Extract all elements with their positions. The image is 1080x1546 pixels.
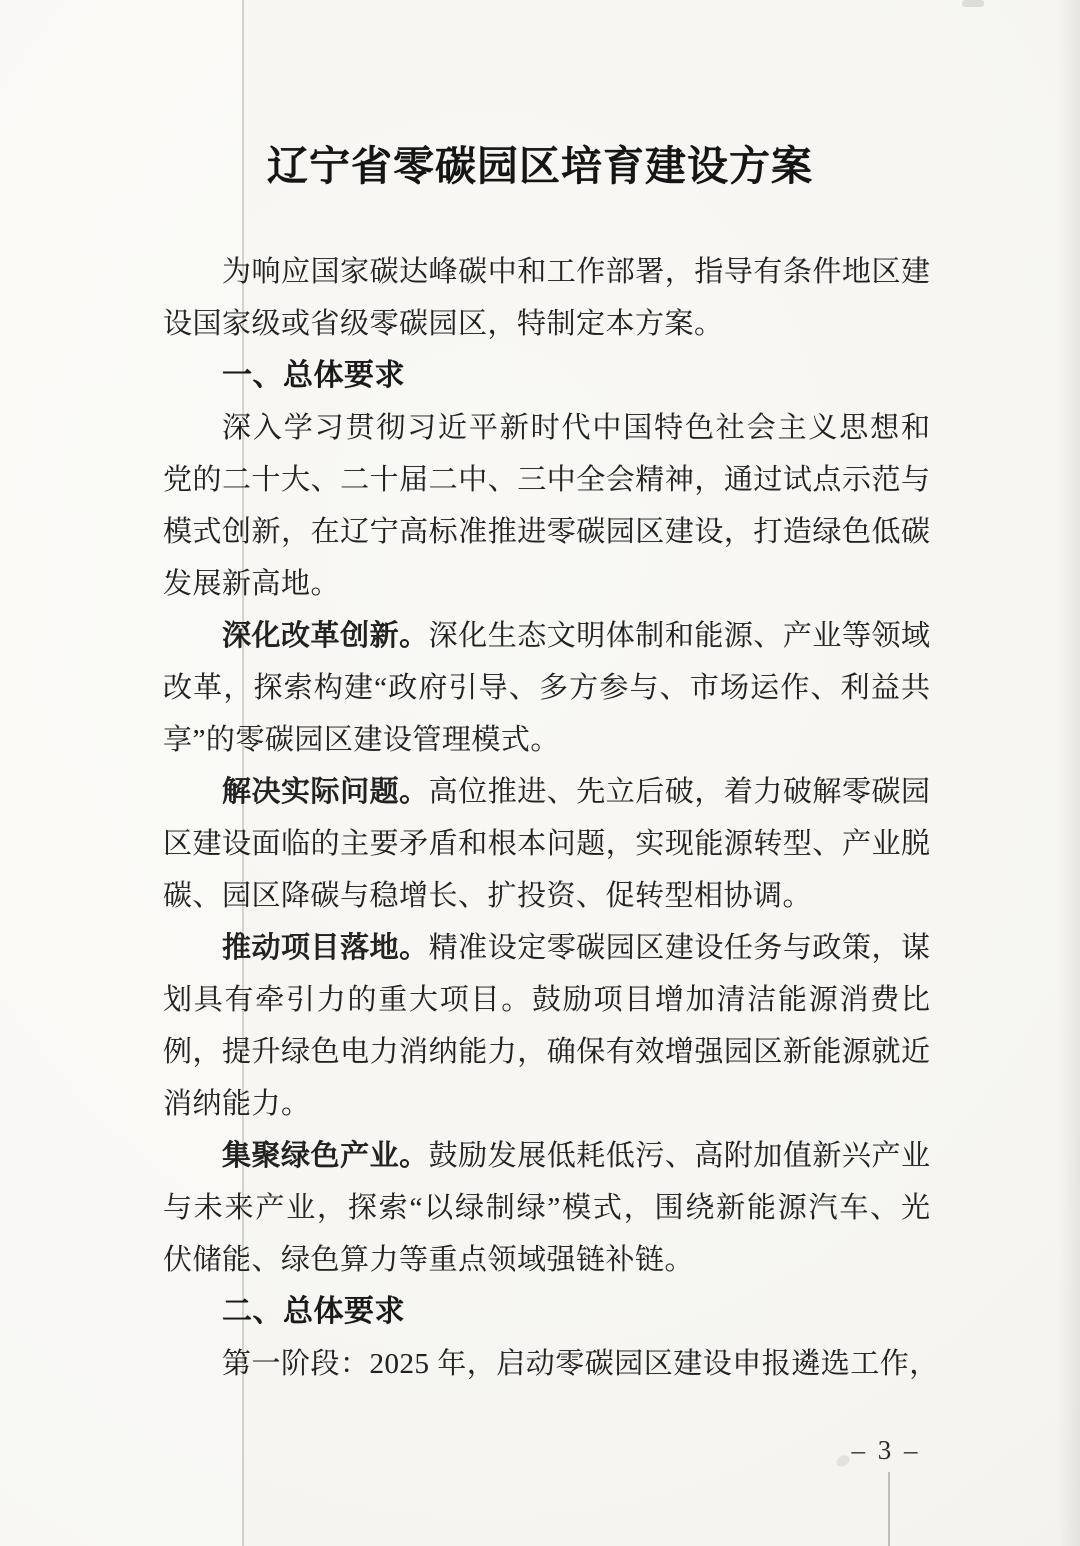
- text-line: [163, 402, 930, 454]
- scan-smudge-top: [962, 0, 984, 7]
- body-text: 改革，探索构建“政府引导、多方参与、市场运作、利益共: [163, 672, 930, 704]
- scan-fold-line-bottom: [888, 1472, 890, 1546]
- document-body: [163, 246, 939, 1390]
- text-line: [163, 1234, 930, 1286]
- body-text: 高位推进、先立后破，着力破解零碳园: [428, 776, 930, 808]
- body-text: 为响应国家碳达峰碳中和工作部署，指导有条件地区建: [222, 256, 930, 288]
- body-text: 例，提升绿色电力消纳能力，确保有效增强园区新能源就近: [163, 1036, 930, 1068]
- body-text: 伏储能、绿色算力等重点领域强链补链。: [163, 1244, 695, 1276]
- body-text: 深化生态文明体制和能源、产业等领域: [428, 620, 930, 652]
- bold-lead-text: 二、总体要求: [222, 1295, 405, 1328]
- text-line: [163, 922, 930, 974]
- bold-lead-text: 解决实际问题。: [222, 776, 429, 808]
- body-text: 划具有牵引力的重大项目。鼓励项目增加清洁能源消费比: [163, 984, 930, 1016]
- bold-lead-text: 集聚绿色产业。: [222, 1140, 429, 1172]
- text-line: [163, 506, 930, 558]
- body-text: 消纳能力。: [163, 1088, 311, 1120]
- text-line: [163, 818, 930, 870]
- body-text: 党的二十大、二十届二中、三中全会精神，通过试点示范与: [163, 464, 930, 496]
- body-text: 与未来产业，探索“以绿制绿”模式，围绕新能源汽车、光: [163, 1192, 930, 1224]
- scan-edge-shade-right: [1058, 0, 1080, 1546]
- body-text: 模式创新，在辽宁高标准推进零碳园区建设，打造绿色低碳: [163, 516, 930, 548]
- text-line: [163, 298, 930, 350]
- body-text: 第一阶段：2025 年，启动零碳园区建设申报遴选工作，: [222, 1348, 939, 1380]
- text-line: [163, 454, 930, 506]
- body-text: 精准设定零碳园区建设任务与政策，谋: [428, 932, 930, 964]
- text-line: [163, 610, 930, 662]
- text-line: [163, 766, 930, 818]
- body-text: 鼓励发展低耗低污、高附加值新兴产业: [428, 1140, 930, 1172]
- body-text: 设国家级或省级零碳园区，特制定本方案。: [163, 308, 724, 340]
- text-line: [163, 558, 930, 610]
- section-heading: [163, 350, 930, 402]
- document-title: 辽宁省零碳园区培育建设方案: [267, 143, 813, 189]
- bold-lead-text: 一、总体要求: [222, 359, 405, 392]
- body-text: 发展新高地。: [163, 568, 341, 600]
- text-line: [163, 870, 930, 922]
- text-line: [163, 974, 930, 1026]
- body-text: 区建设面临的主要矛盾和根本问题，实现能源转型、产业脱: [163, 828, 930, 860]
- text-line: [163, 1182, 930, 1234]
- text-line: [163, 1026, 930, 1078]
- body-text: 碳、园区降碳与稳增长、扩投资、促转型相协调。: [163, 880, 813, 912]
- body-text: 深入学习贯彻习近平新时代中国特色社会主义思想和: [222, 412, 930, 444]
- bold-lead-text: 推动项目落地。: [222, 932, 429, 964]
- page-number: – 3 –: [851, 1435, 921, 1465]
- body-text: 享”的零碳园区建设管理模式。: [163, 724, 560, 756]
- text-line: [163, 246, 930, 298]
- section-heading: [163, 1286, 930, 1338]
- bold-lead-text: 深化改革创新。: [222, 620, 429, 652]
- text-line: [163, 1338, 939, 1390]
- text-line: [163, 1130, 930, 1182]
- text-line: [163, 662, 930, 714]
- text-line: [163, 1078, 930, 1130]
- text-line: [163, 714, 930, 766]
